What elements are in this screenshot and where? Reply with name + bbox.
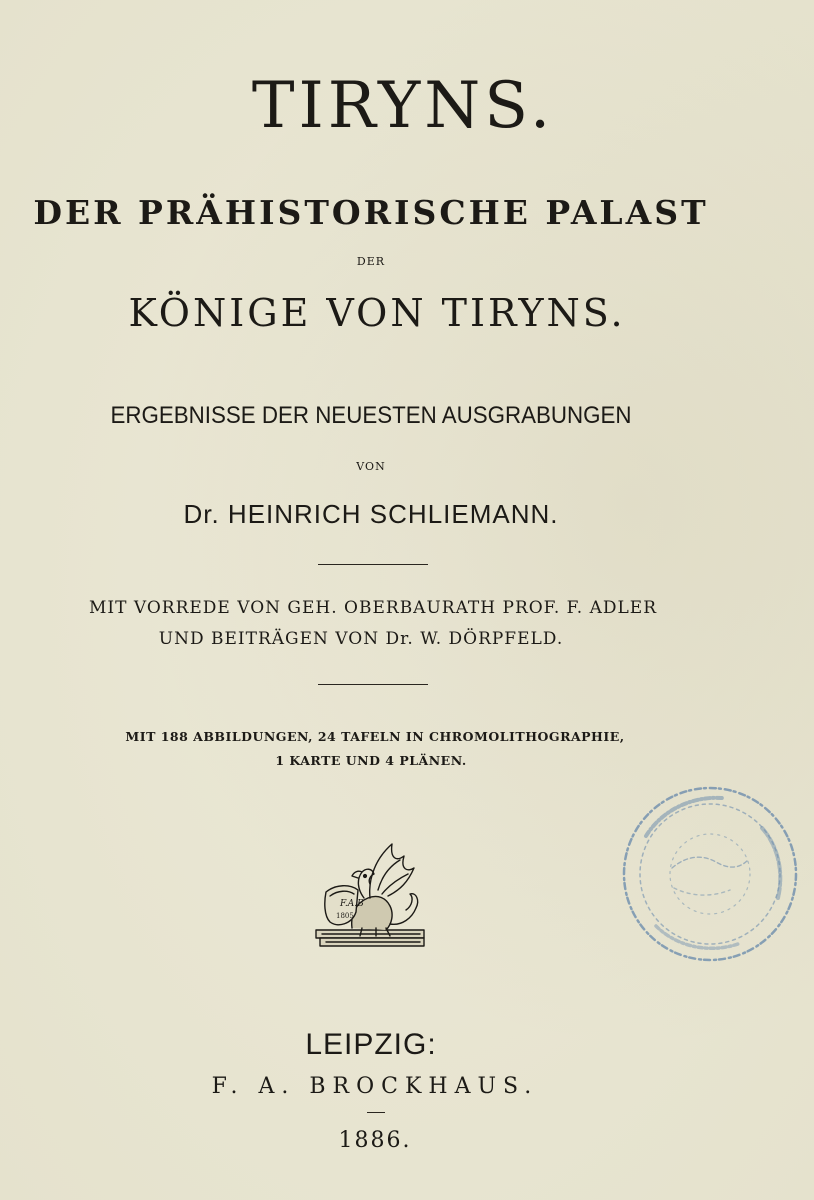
contributors-line-1: MIT VORREDE VON GEH. OBERBAURATH PROF. F. ADLER	[89, 598, 657, 618]
illustrations-line-2: 1 KARTE UND 4 PLÄNEN.	[275, 753, 467, 768]
by-line: VON	[356, 460, 386, 473]
illustrations-line-1: MIT 188 ABBILDUNGEN, 24 TAFELN IN CHROMOLITHOGRAPHIE,	[125, 729, 625, 744]
emblem-shield-text: F.A.B	[340, 899, 364, 909]
divider-rule	[367, 1112, 385, 1113]
griffin-publisher-emblem-icon	[312, 832, 436, 956]
publication-year: 1886.	[338, 1128, 412, 1153]
description-line: ERGEBNISSE DER NEUESTEN AUSGRABUNGEN	[110, 402, 632, 429]
book-title: TIRYNS.	[251, 69, 555, 143]
subtitle-connector: DER	[356, 255, 386, 268]
divider-rule	[318, 564, 428, 565]
divider-rule	[318, 684, 428, 685]
emblem-shield-year: 1805	[336, 912, 354, 920]
library-stamp-icon	[612, 776, 808, 972]
publication-place: LEIPZIG:	[305, 1028, 437, 1061]
subtitle-line-2: KÖNIGE VON TIRYNS.	[128, 291, 626, 335]
contributors-line-2: UND BEITRÄGEN VON Dr. W. DÖRPFELD.	[158, 629, 564, 649]
subtitle-line-1: DER PRÄHISTORISCHE PALAST	[33, 193, 709, 232]
publisher-name: F. A. BROCKHAUS.	[211, 1074, 539, 1099]
author-name: Dr. HEINRICH SCHLIEMANN.	[183, 499, 559, 529]
